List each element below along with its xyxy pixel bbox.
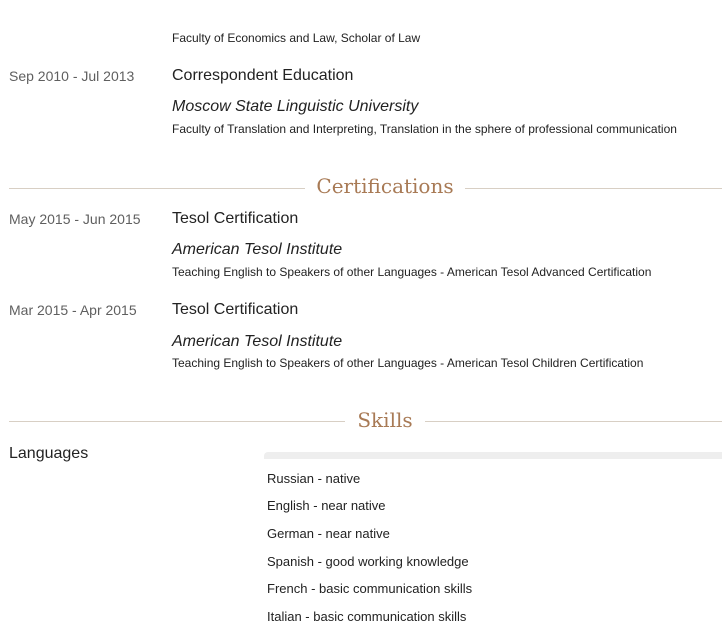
certification-name: Tesol Certification [172,301,299,318]
section-title-certifications: Certifications [316,174,454,198]
section-divider-left [9,188,305,189]
education-description: Faculty of Translation and Interpreting, Translation in the sphere of professional communication [172,122,677,136]
skill-item: Russian - native [267,471,361,486]
certification-name: Tesol Certification [172,210,299,227]
section-divider-right [465,188,722,189]
section-divider-right [425,421,722,422]
skill-item: French - basic communication skills [267,581,473,596]
certification-description: Teaching English to Speakers of other Languages - American Tesol Children Certification [172,356,644,370]
skill-item: English - near native [267,498,386,513]
certification-description: Teaching English to Speakers of other Languages - American Tesol Advanced Certification [172,265,652,279]
skill-item: German - near native [267,526,390,541]
skill-category-label: Languages [9,445,89,462]
certification-date: Mar 2015 - Apr 2015 [9,302,137,318]
section-divider-left [9,421,345,422]
certification-institution: American Tesol Institute [172,241,343,258]
education-description: Faculty of Economics and Law, Scholar of Law [172,31,421,45]
skill-item: Spanish - good working knowledge [267,554,469,569]
section-title-skills: Skills [357,408,413,432]
certification-date: May 2015 - Jun 2015 [9,211,141,227]
skill-item: Italian - basic communication skills [267,609,467,624]
skill-category-bar [264,452,722,459]
certification-institution: American Tesol Institute [172,333,343,350]
education-date: Sep 2010 - Jul 2013 [9,68,135,84]
education-degree: Correspondent Education [172,67,354,84]
education-institution: Moscow State Linguistic University [172,98,419,115]
